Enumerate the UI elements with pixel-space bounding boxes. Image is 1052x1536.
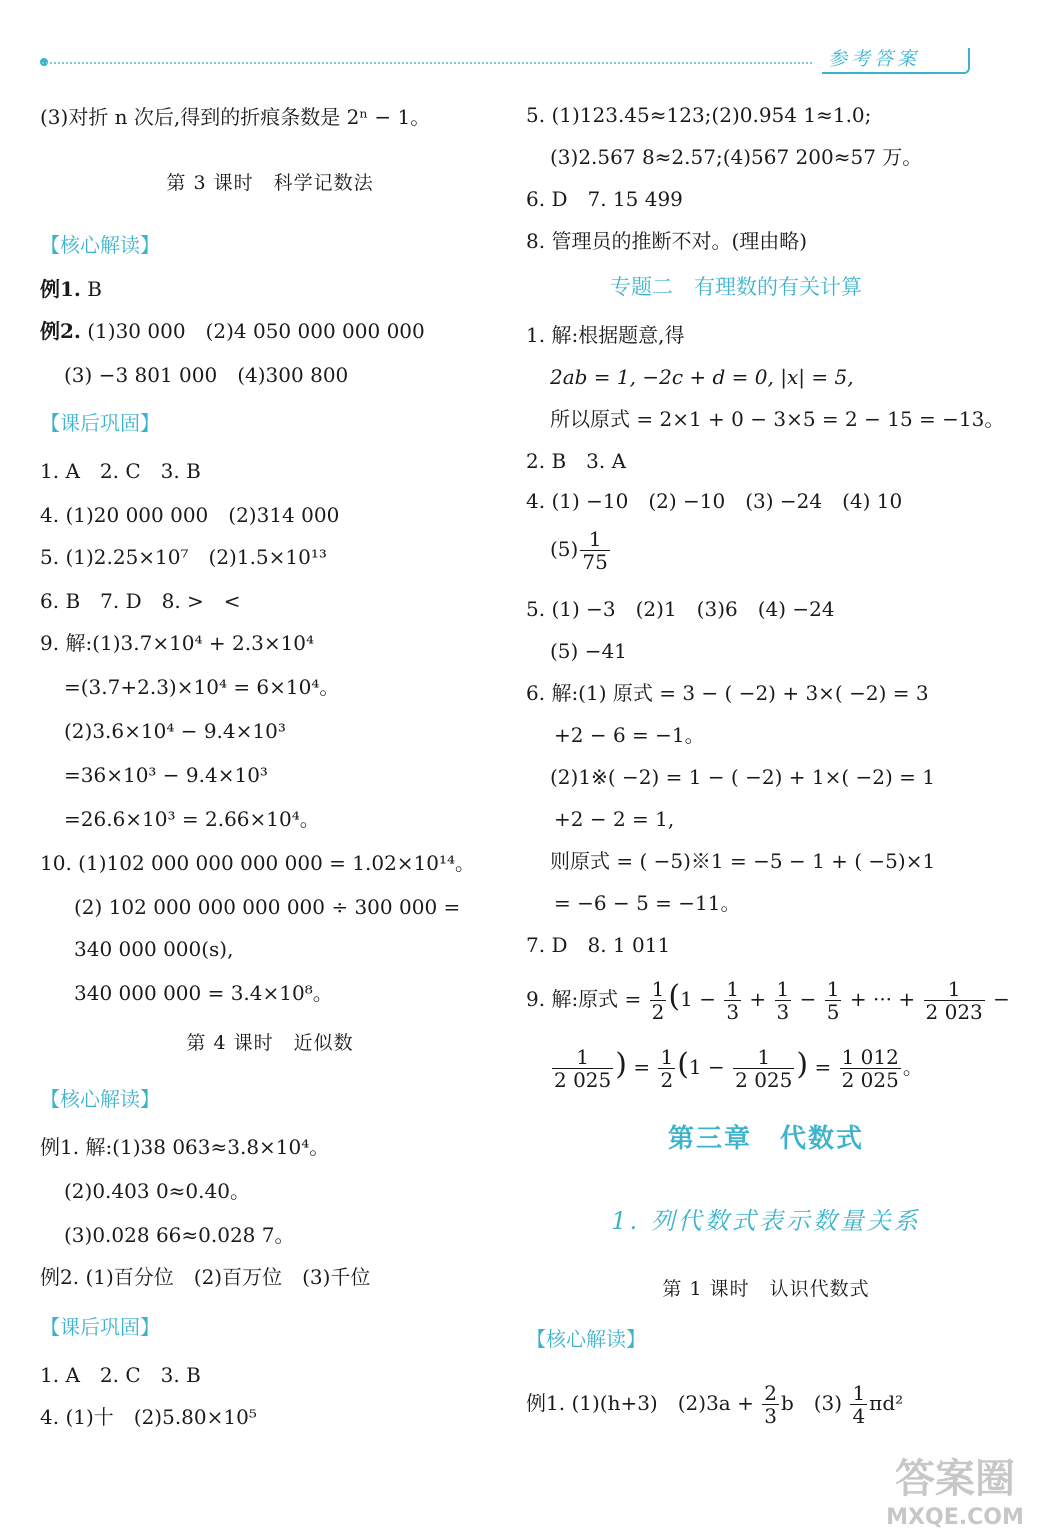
answer-line: 6. D 7. 15 499 <box>526 187 683 211</box>
answer-line: 9. 解:(1)3.7×10⁴ + 2.3×10⁴ <box>40 631 315 655</box>
sub-label: (5) <box>550 537 579 561</box>
answer-line: (3)对折 n 次后,得到的折痕条数是 2ⁿ − 1。 <box>40 105 431 129</box>
fraction: $\frac{1}{2}$ <box>651 977 665 1024</box>
after-class-label: 【课后巩固】 <box>40 1315 160 1339</box>
answer-line: (3)2.567 8≈2.57;(4)567 200≈57 万。 <box>550 145 923 169</box>
expression-text: + ··· + <box>849 987 916 1011</box>
page-header <box>0 0 1052 90</box>
answer-line: =36×10³ − 9.4×10³ <box>64 763 268 787</box>
answer-line: 340 000 000(s), <box>74 937 234 961</box>
core-reading-label: 【核心解读】 <box>40 1087 160 1111</box>
fraction: $\frac{1 012}{2 025}$ <box>841 1045 899 1092</box>
answer-line: 6. 解:(1) 原式 = 3 − ( −2) + 3×( −2) = 3 <box>526 681 929 705</box>
answer-line: 则原式 = ( −5)※1 = −5 − 1 + ( −5)×1 <box>550 849 936 873</box>
example-text: (1)30 000 (2)4 050 000 000 000 <box>80 319 425 343</box>
answer-line: (5) −41 <box>550 639 627 663</box>
answer-line: 1. A 2. C 3. B <box>40 459 201 483</box>
example-2 <box>40 316 425 346</box>
watermark-logo <box>870 1450 1040 1530</box>
example-1 <box>40 274 102 304</box>
answer-line <box>550 526 612 573</box>
fraction: $\frac{1}{2 025}$ <box>735 1045 793 1092</box>
expression-text: 9. 解:原式 = <box>526 987 642 1011</box>
answer-line: 340 000 000 = 3.4×10⁸。 <box>74 981 333 1005</box>
answer-line: 例2. (1)百分位 (2)百万位 (3)千位 <box>40 1265 371 1289</box>
answer-line: 4. (1)十 (2)5.80×10⁵ <box>40 1405 257 1429</box>
fraction: $\frac{1}{75}$ <box>582 527 608 574</box>
svg-text:答案圈: 答案圈 <box>895 1456 1015 1502</box>
fraction: $\frac{1}{2 023}$ <box>925 977 983 1024</box>
answer-line: (3) −3 801 000 (4)300 800 <box>64 363 349 387</box>
expression-text: b (3) <box>780 1391 843 1415</box>
core-reading-label: 【核心解读】 <box>526 1327 646 1351</box>
answer-line: +2 − 2 = 1, <box>554 807 675 831</box>
answer-line: 5. (1)123.45≈123;(2)0.954 1≈1.0; <box>526 103 872 127</box>
example-number: 例2. <box>40 319 81 343</box>
answer-line: (2)0.403 0≈0.40。 <box>64 1179 250 1203</box>
answer-line: +2 − 6 = −1。 <box>554 723 705 747</box>
answer-line: (3)0.028 66≈0.028 7。 <box>64 1223 295 1247</box>
example-number: 例1. <box>40 277 81 301</box>
fraction: $\frac{1}{3}$ <box>726 977 740 1024</box>
answer-line: 4. (1)20 000 000 (2)314 000 <box>40 503 340 527</box>
answer-line: =26.6×10³ = 2.66×10⁴。 <box>64 807 320 831</box>
core-reading-label: 【核心解读】 <box>40 233 160 257</box>
fraction: $\frac{1}{5}$ <box>826 977 840 1024</box>
fraction: $\frac{1}{3}$ <box>776 977 790 1024</box>
answer-line: 2ab = 1, −2c + d = 0, |x| = 5, <box>550 365 854 389</box>
answer-line: 8. 管理员的推断不对。(理由略) <box>526 229 808 253</box>
section-title: 第 3 课时 科学记数法 <box>166 172 374 194</box>
answer-line: (2)3.6×10⁴ − 9.4×10³ <box>64 719 286 743</box>
expression-line: 9. 解:原式 = $\frac{1}{2}$ (1 − $\frac{1}{3}$ + $\frac{1}{3}$ − $\frac{1}{5}$ + ··· + $\frac{1}{2 023}$ − <box>526 977 1010 1024</box>
lesson-title: 1. 列代数式表示数量关系 <box>611 1207 921 1235</box>
answer-line: 4. (1) −10 (2) −10 (3) −24 (4) 10 <box>526 489 903 513</box>
answer-line: 7. D 8. 1 011 <box>526 933 671 957</box>
answer-line: 6. B 7. D 8. > < <box>40 589 241 613</box>
answer-line: 所以原式 = 2×1 + 0 − 3×5 = 2 − 15 = −13。 <box>550 407 1005 431</box>
expression-text: πd² <box>869 1391 904 1415</box>
answer-line: 5. (1)2.25×10⁷ (2)1.5×10¹³ <box>40 545 327 569</box>
expression-text: 例1. (1)(h+3) (2)3a + <box>526 1391 754 1415</box>
fraction: $\frac{1}{2}$ <box>660 1045 674 1092</box>
answer-line: 例1. 解:(1)38 063≈3.8×10⁴。 <box>40 1135 330 1159</box>
expression-text: 。 <box>902 1055 923 1079</box>
after-class-label: 【课后巩固】 <box>40 411 160 435</box>
answer-line: 1. 解:根据题意,得 <box>526 323 685 347</box>
section-title: 第 1 课时 认识代数式 <box>662 1278 870 1300</box>
topic-title: 专题二 有理数的有关计算 <box>610 275 862 299</box>
svg-text:MXQE.COM: MXQE.COM <box>886 1505 1024 1530</box>
header-dotted-rule <box>42 62 812 64</box>
fraction: $\frac{1}{4}$ <box>852 1381 866 1428</box>
fraction: $\frac{2}{3}$ <box>764 1381 777 1428</box>
chapter-title: 第三章 代数式 <box>667 1124 864 1154</box>
answer-line: =(3.7+2.3)×10⁴ = 6×10⁴。 <box>64 675 340 699</box>
example-text: B <box>80 277 102 301</box>
answer-line: 5. (1) −3 (2)1 (3)6 (4) −24 <box>526 597 835 621</box>
answer-line: 1. A 2. C 3. B <box>40 1363 201 1387</box>
example-1 <box>526 1378 903 1428</box>
answer-line: (2) 102 000 000 000 000 ÷ 300 000 = <box>74 895 461 919</box>
fraction: $\frac{1}{2 025}$ <box>554 1045 612 1092</box>
expression-line: $\frac{1}{2 025}$ ) = $\frac{1}{2}$ (1 − $\frac{1}{2 025}$ ) = $\frac{1 012}{2 025}$ 。 <box>554 1045 923 1092</box>
answer-line: 2. B 3. A <box>526 449 627 473</box>
answer-line: (2)1※( −2) = 1 − ( −2) + 1×( −2) = 1 <box>550 765 935 789</box>
header-title: 参考答案 <box>828 48 921 70</box>
section-title: 第 4 课时 近似数 <box>186 1032 354 1054</box>
answer-line: = −6 − 5 = −11。 <box>554 891 741 915</box>
answer-line: 10. (1)102 000 000 000 000 = 1.02×10¹⁴。 <box>40 851 476 875</box>
